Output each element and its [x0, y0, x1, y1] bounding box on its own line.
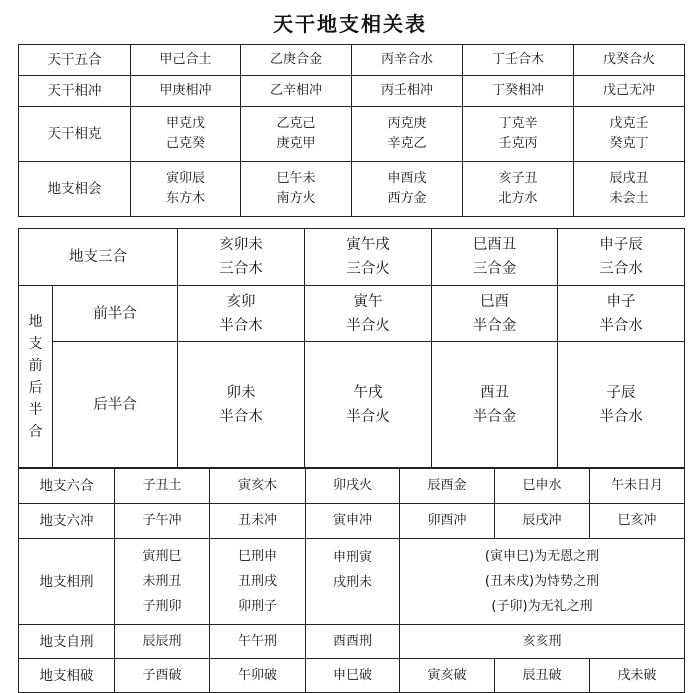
- table-cell: 辰丑破: [495, 659, 590, 693]
- row-label: 地支相刑: [19, 539, 115, 625]
- table-row-tiangan-xiangchong: [19, 76, 685, 107]
- row-label: 天干五合: [19, 45, 131, 76]
- table-row-tiangan-xiangke: [19, 107, 685, 162]
- cell-line: 东方木: [165, 191, 205, 206]
- cell-line: 己克癸: [165, 136, 205, 151]
- table-cell: 巳亥冲: [590, 504, 685, 539]
- cell-line: 半合金: [472, 408, 517, 425]
- group-label-char: 合: [28, 423, 43, 440]
- row-label: 地支六冲: [19, 504, 115, 539]
- cell-line: 亥子丑: [498, 171, 538, 186]
- row-label: 地支三合: [19, 229, 178, 286]
- table-cell: [352, 162, 463, 217]
- table-cell: [305, 229, 432, 286]
- table-cell: [210, 539, 306, 625]
- table-cell: 辰戌冲: [495, 504, 590, 539]
- table-row-sanhe: [19, 229, 685, 286]
- cell-line: 申刑寅: [332, 550, 372, 565]
- table-cell: 子酉破: [115, 659, 210, 693]
- cell-line: 辛克乙: [387, 136, 427, 151]
- table-cell: [241, 162, 352, 217]
- cell-line: 酉丑: [480, 384, 509, 401]
- table-row-back-banhe: [19, 342, 685, 468]
- xiangxing-notes: [400, 539, 685, 625]
- cell-line: 半合水: [599, 408, 643, 425]
- cell-line: 半合金: [472, 317, 517, 334]
- cell-line: 壬克丙: [498, 136, 538, 151]
- cell-line: 北方水: [498, 191, 538, 206]
- tiangan-table: [18, 44, 685, 217]
- table-cell: [305, 342, 432, 468]
- table-cell: [178, 229, 305, 286]
- table-cell: 午午刑: [210, 625, 306, 659]
- table-cell: 甲庚相冲: [131, 76, 241, 107]
- dizhi-table: [18, 468, 685, 693]
- cell-line: 寅卯辰: [165, 171, 205, 186]
- cell-line: 乙克己: [276, 116, 316, 131]
- table-cell: [305, 286, 432, 342]
- cell-line: 三合木: [219, 261, 263, 277]
- cell-line: 巳酉丑: [472, 237, 517, 253]
- table-cell: 甲己合土: [131, 45, 241, 76]
- cell-line: 甲克戊: [165, 116, 205, 131]
- table-cell: 辰酉金: [400, 469, 495, 504]
- cell-line: 午戌: [353, 384, 383, 401]
- cell-line: 亥卯未: [219, 237, 263, 253]
- cell-line: 亥卯: [226, 293, 256, 310]
- cell-line: 半合火: [346, 317, 390, 334]
- table-cell: 卯酉冲: [400, 504, 495, 539]
- table-cell: 亥亥刑: [400, 625, 685, 659]
- cell-line: 未刑丑: [142, 574, 182, 589]
- table-cell: 寅申冲: [306, 504, 400, 539]
- table-cell: [178, 286, 305, 342]
- cell-line: 庚克甲: [276, 136, 316, 151]
- table-cell: 酉酉刑: [306, 625, 400, 659]
- cell-line: 卯刑子: [237, 599, 277, 614]
- table-cell: [558, 286, 685, 342]
- row-label: 地支自刑: [19, 625, 115, 659]
- cell-line: 南方火: [276, 191, 316, 206]
- group-label-char: 支: [28, 335, 43, 352]
- table-cell: 午卯破: [210, 659, 306, 693]
- table-cell: 丙辛合水: [352, 45, 463, 76]
- table-row-tiangan-wuhe: [19, 45, 685, 76]
- cell-line: 戊克壬: [609, 116, 649, 131]
- table-cell: [574, 162, 685, 217]
- note-line: (寅申巳)为无恩之刑: [484, 549, 600, 564]
- table-cell: 子午冲: [115, 504, 210, 539]
- cell-line: 半合水: [599, 317, 643, 334]
- table-row-zixing: [19, 625, 685, 659]
- table-cell: 戊癸合火: [574, 45, 685, 76]
- cell-line: 半合火: [346, 408, 390, 425]
- cell-line: 巳酉: [480, 293, 509, 310]
- cell-line: 卯未: [226, 384, 256, 401]
- page-title: 天干地支相关表: [273, 12, 427, 36]
- table-cell: [574, 107, 685, 162]
- table-cell: [115, 539, 210, 625]
- cell-line: 半合木: [219, 408, 263, 425]
- table-cell: 戊己无冲: [574, 76, 685, 107]
- table-cell: 辰辰刑: [115, 625, 210, 659]
- table-row-xiangxing: [19, 539, 685, 625]
- table-cell: [558, 229, 685, 286]
- table-cell: 丑未冲: [210, 504, 306, 539]
- table-cell: [558, 342, 685, 468]
- group-label-char: 前: [28, 357, 43, 374]
- table-cell: [131, 162, 241, 217]
- table-cell: 卯戌火: [306, 469, 400, 504]
- cell-line: 寅午: [353, 293, 383, 310]
- cell-line: 丑刑戌: [237, 574, 277, 589]
- table-cell: 戌未破: [590, 659, 685, 693]
- cell-line: 丁克辛: [498, 116, 538, 131]
- table-cell: [178, 342, 305, 468]
- table-cell: 子丑土: [115, 469, 210, 504]
- table-row-dizhi-xianghui: [19, 162, 685, 217]
- cell-line: 三合火: [346, 261, 390, 277]
- cell-line: 三合水: [599, 261, 643, 277]
- table-cell: 寅亥木: [210, 469, 306, 504]
- table-cell: [352, 107, 463, 162]
- table-cell: 乙庚合金: [241, 45, 352, 76]
- table-cell: [306, 539, 400, 625]
- table-row-liuhe: [19, 469, 685, 504]
- table-row-xiangpo: [19, 659, 685, 693]
- table-cell: 巳申水: [495, 469, 590, 504]
- group-label-char: 半: [28, 401, 43, 418]
- cell-line: 申子辰: [599, 237, 643, 253]
- table-cell: [432, 286, 558, 342]
- group-label-char: 地: [28, 313, 43, 330]
- cell-line: 三合金: [472, 261, 517, 277]
- cell-line: 未会土: [609, 191, 649, 206]
- cell-line: 巳刑申: [237, 549, 277, 564]
- table-cell: 丁癸相冲: [463, 76, 574, 107]
- table-cell: [432, 229, 558, 286]
- table-cell: 申巳破: [306, 659, 400, 693]
- table-cell: [463, 107, 574, 162]
- cell-line: 寅刑巳: [142, 549, 182, 564]
- cell-line: 戌刑未: [332, 575, 372, 590]
- cell-line: 子刑卯: [142, 599, 182, 614]
- cell-line: 巳午未: [276, 171, 316, 186]
- row-label: 地支相会: [19, 162, 131, 217]
- table-cell: 丙壬相冲: [352, 76, 463, 107]
- table-cell: [241, 107, 352, 162]
- note-line: (子卯)为无礼之刑: [491, 599, 593, 614]
- cell-line: 申酉戌: [387, 171, 427, 186]
- table-row-front-banhe: [19, 286, 685, 342]
- row-label: 后半合: [53, 342, 178, 468]
- row-label: 地支六合: [19, 469, 115, 504]
- cell-line: 西方金: [387, 191, 427, 206]
- group-label-qianhou-banhe: [19, 286, 53, 468]
- table-cell: 丁壬合木: [463, 45, 574, 76]
- sanhe-table: [18, 228, 685, 468]
- cell-line: 寅午戌: [346, 237, 390, 253]
- row-label: 天干相冲: [19, 76, 131, 107]
- cell-line: 丙克庚: [387, 116, 427, 131]
- group-label-char: 后: [28, 379, 43, 396]
- row-label: 地支相破: [19, 659, 115, 693]
- cell-line: 癸克丁: [609, 136, 649, 151]
- note-line: (丑未戌)为恃势之刑: [484, 574, 600, 589]
- table-cell: 午未日月: [590, 469, 685, 504]
- table-row-liuchong: [19, 504, 685, 539]
- cell-line: 申子: [606, 293, 636, 310]
- table-cell: 寅亥破: [400, 659, 495, 693]
- cell-line: 半合木: [219, 317, 263, 334]
- table-cell: [432, 342, 558, 468]
- row-label: 前半合: [53, 286, 178, 342]
- table-cell: 乙辛相冲: [241, 76, 352, 107]
- table-cell: [463, 162, 574, 217]
- table-cell: [131, 107, 241, 162]
- row-label: 天干相克: [19, 107, 131, 162]
- cell-line: 子辰: [606, 384, 636, 401]
- cell-line: 辰戌丑: [609, 171, 649, 186]
